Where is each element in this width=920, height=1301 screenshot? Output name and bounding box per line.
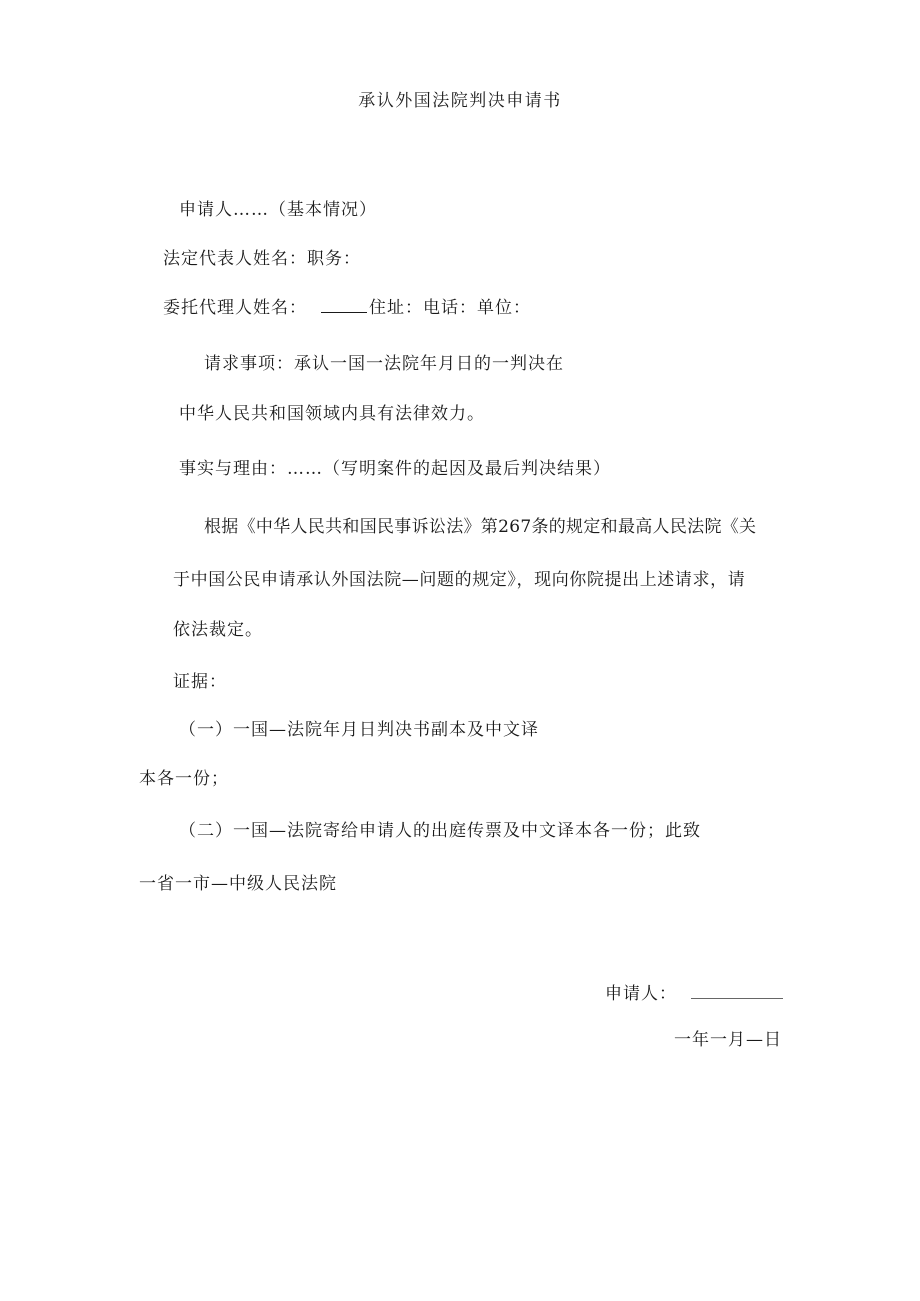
request-line-2: 中华人民共和国领域内具有法律效力。	[179, 404, 485, 424]
signature-label: 申请人：	[605, 984, 677, 1004]
date-line: 一年一月—日	[674, 1030, 782, 1050]
signature-line	[605, 981, 783, 1005]
agent-label: 委托代理人姓名：	[163, 298, 307, 318]
request-line-1: 请求事项：承认一国一法院年月日的一判决在	[204, 354, 564, 374]
agent-details: 住址：电话：单位：	[369, 298, 531, 318]
basis-line-1: 根据《中华人民共和国民事诉讼法》第267条的规定和最高人民法院《关	[204, 517, 757, 537]
signature-blank	[691, 981, 783, 999]
basis-line-3: 依法裁定。	[173, 620, 263, 640]
legal-representative-line: 法定代表人姓名：职务：	[163, 249, 361, 269]
facts-line: 事实与理由：……（写明案件的起因及最后判决结果）	[179, 459, 611, 479]
agent-line	[163, 297, 531, 319]
evidence-item-2-line: （二）一国—法院寄给申请人的出庭传票及中文译本各一份；此致	[179, 821, 701, 841]
evidence-item-1-line-1: （一）一国—法院年月日判决书副本及中文译	[179, 720, 539, 740]
document-title: 承认外国法院判决申请书	[358, 91, 562, 111]
evidence-label: 证据：	[173, 672, 227, 692]
agent-name-blank	[321, 297, 367, 313]
evidence-item-1-line-2: 本各一份；	[139, 769, 229, 789]
basis-line-2: 于中国公民申请承认外国法院—问题的规定》，现向你院提出上述请求，请	[173, 570, 746, 590]
addressee-line: 一省一市—中级人民法院	[139, 874, 337, 894]
applicant-line: 申请人……（基本情况）	[179, 200, 377, 220]
